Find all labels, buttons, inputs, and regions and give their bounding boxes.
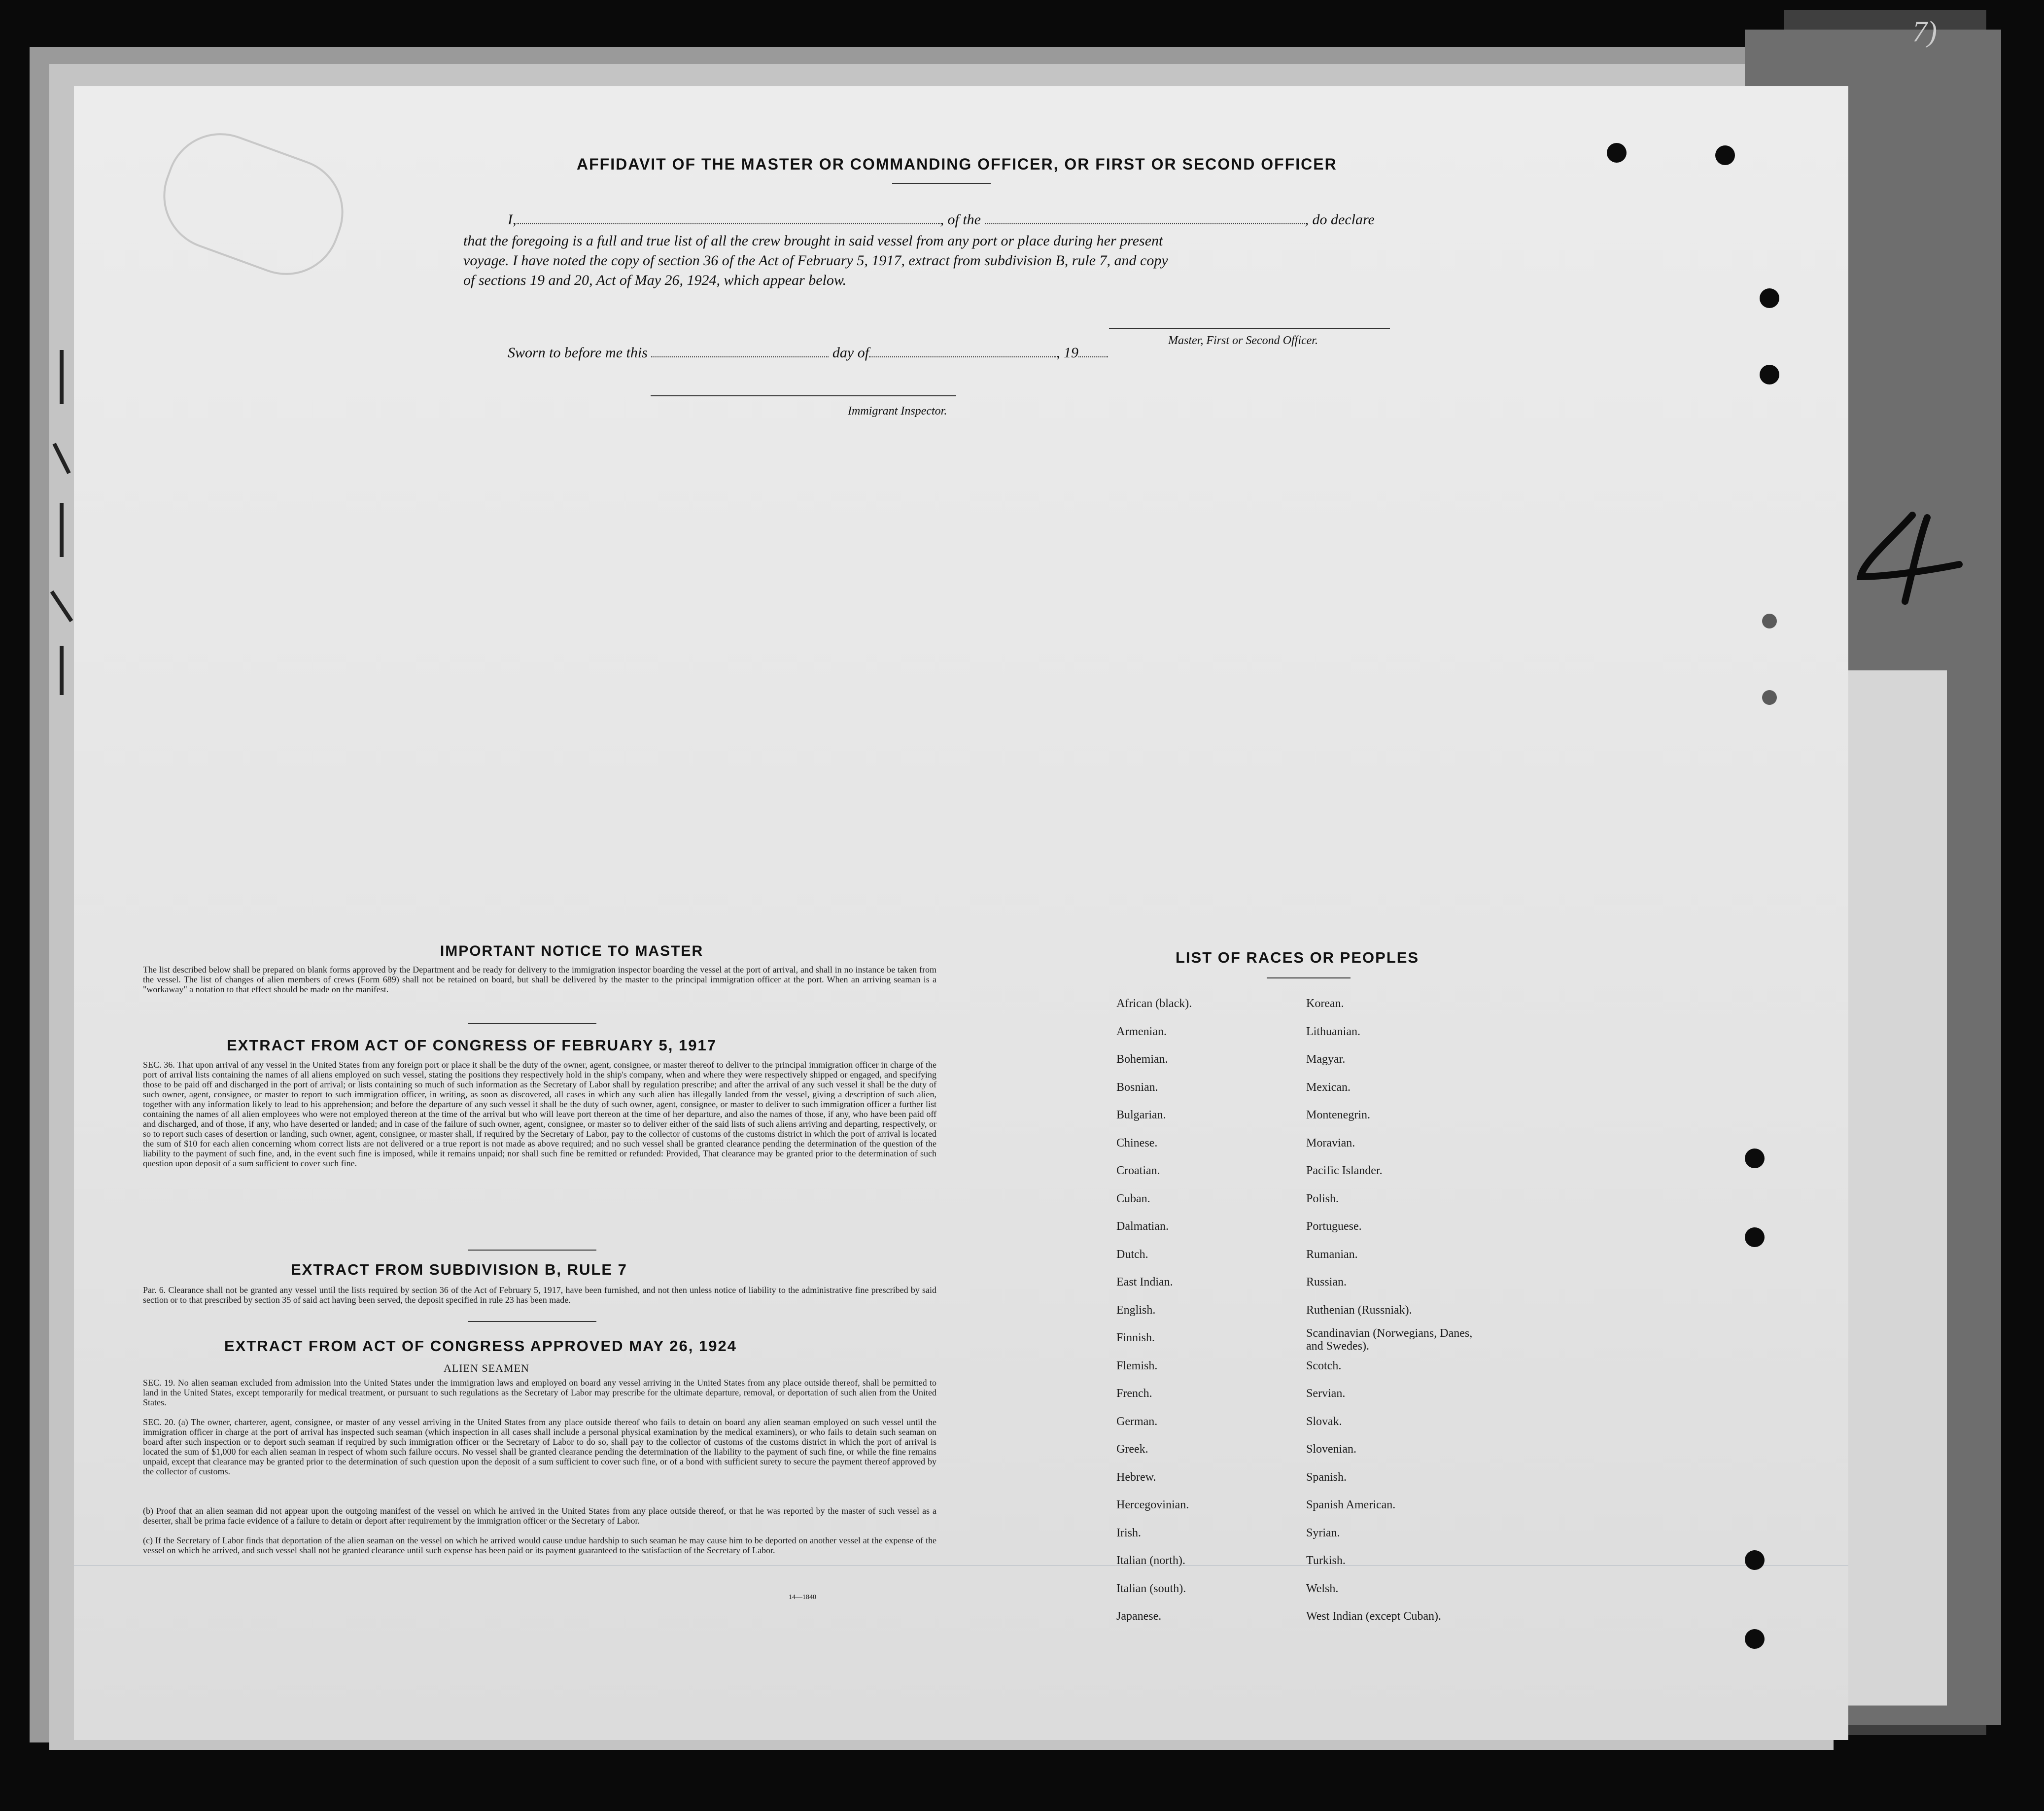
race-item: East Indian. [1116,1276,1173,1289]
binder-hole [1762,614,1777,628]
subdivision-title: EXTRACT FROM SUBDIVISION B, RULE 7 [291,1261,627,1278]
sec20a-text: SEC. 20. (a) The owner, charterer, agent, consignee, or master of any vessel arriving in the United States from any place outside thereof who fails to detain on board any alien seaman employed on such vessel until the immigration officer in charge at the port of arrival has inspected such seaman (which inspection in all cases shall include a personal physical examination by the medical examiners), or who fails to detain such seaman on board after such inspection or to deport such seaman if required by such immigration officer or the Secretary of Labor to do so, shall pay to the collector of customs of the customs district in which the port of arrival is located the sum of $1,000 for each alien seaman in respect of whom such failure occurs. No vessel shall be granted clearance pending the determination of the liability to the payment of such fine, or while the fine remains unpaid, except that clearance may be granted prior to the determination of such question upon the deposit of a sum sufficient to cover such fine, or of a bond with sufficient surety to secure the payment thereof approved by the collector of customs. [143,1417,936,1476]
subdivision-divider [468,1321,596,1322]
binder-hole [1745,1550,1765,1570]
race-item: Greek. [1116,1443,1148,1456]
race-item: English. [1116,1303,1156,1317]
of-the-label: , of the [940,211,981,228]
race-item: Bohemian. [1116,1053,1168,1066]
notice-divider [468,1023,596,1024]
race-item: Polish. [1306,1192,1339,1205]
race-item: Bosnian. [1116,1080,1158,1094]
race-item: Turkish. [1306,1554,1346,1567]
race-item: Korean. [1306,997,1344,1010]
race-item: Dalmatian. [1116,1220,1169,1233]
race-item: Japanese. [1116,1610,1162,1623]
race-item: Scotch. [1306,1359,1342,1372]
extract-1924-title: EXTRACT FROM ACT OF CONGRESS APPROVED MAY 26, 1924 [224,1337,737,1355]
sworn-label: Sworn to before me this [508,345,648,361]
race-item: French. [1116,1387,1152,1400]
races-title: LIST OF RACES OR PEOPLES [1176,949,1420,966]
sec20b-text: (b) Proof that an alien seaman did not appear upon the outgoing manifest of the vessel on which he arrived in the United States from any place outside thereof, or that he was reported by the master of such vessel as a deserter, shall be prima facie evidence of a failure to detain or deport after requirement by the immigration officer or the Secretary of Labor. [143,1506,936,1526]
race-item: Russian. [1306,1276,1347,1289]
race-item: Mexican. [1306,1080,1351,1094]
race-item: Slovak. [1306,1415,1342,1428]
affidavit-line1 [508,209,1508,230]
race-item: West Indian (except Cuban). [1306,1610,1441,1623]
race-item: Hebrew. [1116,1470,1156,1484]
declarant-name-field[interactable] [517,210,940,224]
race-item: Syrian. [1306,1526,1340,1539]
race-item: Spanish. [1306,1470,1347,1484]
race-item: Spanish American. [1306,1498,1396,1511]
extract-1917-title: EXTRACT FROM ACT OF CONGRESS OF FEBRUARY 5, 1917 [227,1037,717,1054]
master-signature-line[interactable] [1109,328,1390,329]
race-item: Montenegrin. [1306,1109,1370,1121]
declarant-label: I, [508,211,517,228]
race-item: Moravian. [1306,1136,1355,1149]
vessel-name-field[interactable] [985,210,1305,224]
race-item: African (black). [1116,997,1192,1010]
race-item: German. [1116,1415,1158,1428]
day-of-label: day of [832,345,869,361]
corner-mark: 7) [1912,15,1937,48]
sec20c-text: (c) If the Secretary of Labor finds that deportation of the alien seaman on the vessel on which he arrived would cause undue hardship to such seaman he may cause him to be deported on another vessel at the expense of the vessel on which he arrived, and such vessel shall not be granted clearance until such expense has been paid or its payment guaranteed to the satisfaction of the Secretary of Labor. [143,1535,936,1555]
race-item: Irish. [1116,1526,1141,1539]
torn-paper-strip [1834,670,1947,1706]
declare-label: , do declare [1305,211,1375,228]
sworn-line [508,343,1108,363]
race-item: Armenian. [1116,1025,1167,1038]
handwritten-four [1853,508,1967,606]
inspector-signature-line[interactable] [651,395,956,396]
race-item: Bulgarian. [1116,1109,1166,1121]
notice-body: The list described below shall be prepared on blank forms approved by the Department and be ready for delivery to the immigration inspector boarding the vessel at the port of arrival, and shall in no instance be taken from the vessel. The list of changes of alien members of crews (Form 689) shall not be retained on board, but shall be delivered by the master to the principal immigration officer at the port. When an arriving seaman is a "workaway" a notation to that effect should be made on the manifest. [143,965,936,994]
master-signature-label: Master, First or Second Officer. [1168,334,1318,347]
race-item: Welsh. [1306,1582,1339,1595]
sec36-text: SEC. 36. That upon arrival of any vessel in the United States from any foreign port or place it shall be the duty of the owner, agent, consignee, or master thereof to deliver to the principal immigration officer in charge of the port of arrival lists containing the names of all aliens employed on such vessel, stating the positions they respectively hold in the ship's company, when and where they were respectively shipped or engaged, and specifying those to be paid off and discharged in the port of arrival; or lists containing so much of such information as the Secretary of Labor shall by regulation prescribe; and after the arrival of any such vessel it shall be the duty of such owner, agent, consignee, or master to report to such immigration officer, in writing, as soon as discovered, all cases in which any such alien has illegally landed from the vessel, giving a description of such alien, together with any information likely to lead to his apprehension; and before the departure of any such vessel it shall be the duty of such owner, agent, consignee, or master to deliver to such immigration officer a further list containing the names of all alien employees who were not employed thereon at the time of the arrival but who will leave port thereon at the time of her departure, and also the names of those, if any, who have been paid off and discharged, and of those, if any, who have deserted or landed; and in case of the failure of such owner, agent, consignee, or master so to deliver either of the said lists of such aliens arriving and departing, respectively, or so to report such cases of desertion or landing, such owner, agent, consignee, or master shall, if required by the Secretary of Labor, pay to the collector of customs of the customs district in which the port of arrival is located the sum of $10 for each alien concerning whom correct lists are not delivered or a true report is not made as above required; and no such vessel shall be granted clearance pending the determination of the question of the liability to the payment of such fine, and, in the event such fine is imposed, while it remains unpaid; nor shall such fine be remitted or refunded: Provided, That clearance may be granted prior to the determination of such question upon deposit of a sum sufficient to cover such fine. [143,1060,936,1168]
left-edge-handwriting [47,345,76,700]
races-left-column [1116,990,1192,1631]
binder-hole [1760,288,1779,308]
binder-hole [1715,145,1735,165]
race-item: Cuban. [1116,1192,1150,1205]
race-item: Servian. [1306,1387,1346,1400]
binder-hole [1760,365,1779,384]
sworn-month-field[interactable] [869,344,1056,357]
sworn-year-field[interactable] [1078,344,1108,357]
race-item: Italian (south). [1116,1582,1186,1595]
race-item: Croatian. [1116,1164,1160,1177]
sworn-day-field[interactable] [651,344,829,357]
subdivision-text: Par. 6. Clearance shall not be granted any vessel until the lists required by section 36 of the Act of February 5, 1917, have been furnished, and not then unless notice of liability to the administrative fine prescribed by said section or to that prescribed by section 35 of said act having been served, the deposit specified in rule 23 has been made. [143,1285,936,1305]
race-item: Pacific Islander. [1306,1164,1383,1177]
race-item: Scandinavian (Norwegians, Danes, and Swedes). [1306,1327,1473,1353]
affidavit-line4: of sections 19 and 20, Act of May 26, 1924, which appear below. [463,272,847,288]
extract-1917-divider [468,1250,596,1251]
bleed-through-stamp [148,118,358,290]
form-number: 14—1840 [789,1594,816,1601]
races-right-column [1306,990,1484,1631]
binder-hole [1745,1629,1765,1649]
affidavit-line2: that the foregoing is a full and true list of all the crew brought in said vessel from any port or place during her present [463,233,1163,249]
binder-hole [1762,690,1777,705]
race-item: Chinese. [1116,1136,1158,1149]
race-item: Lithuanian. [1306,1025,1360,1038]
race-item: Flemish. [1116,1359,1158,1372]
race-item: Hercegovinian. [1116,1498,1189,1511]
race-item: Finnish. [1116,1331,1155,1344]
notice-title: IMPORTANT NOTICE TO MASTER [440,943,704,959]
manifest-back-page [74,86,1848,1740]
affidavit-title: AFFIDAVIT OF THE MASTER OR COMMANDING OFFICER, OR FIRST OR SECOND OFFICER [577,155,1337,173]
alien-seamen-subtitle: ALIEN SEAMEN [444,1362,529,1374]
binder-hole [1745,1149,1765,1168]
year-label: , 19 [1056,345,1079,361]
race-item: Magyar. [1306,1053,1346,1066]
affidavit-line3: voyage. I have noted the copy of section 36 of the Act of February 5, 1917, extract from subdivision B, rule 7, and copy [463,252,1168,269]
binder-hole [1607,143,1627,163]
races-title-underline [1267,977,1351,978]
title-underline [892,183,991,184]
race-item: Rumanian. [1306,1248,1358,1261]
sec19-text: SEC. 19. No alien seaman excluded from admission into the United States under the immigration laws and employed on board any vessel arriving in the United States from any place outside thereof, shall be permitted to land in the United States, except temporarily for medical treatment, or pursuant to such regulations as the Secretary of Labor may prescribe for the ultimate departure, removal, or deportation of such alien from the United States. [143,1378,936,1407]
race-item: Dutch. [1116,1248,1148,1261]
race-item: Italian (north). [1116,1554,1185,1567]
binder-hole [1745,1227,1765,1247]
inspector-signature-label: Immigrant Inspector. [848,405,947,418]
race-item: Portuguese. [1306,1220,1362,1233]
race-item: Ruthenian (Russniak). [1306,1303,1412,1317]
race-item: Slovenian. [1306,1443,1356,1456]
